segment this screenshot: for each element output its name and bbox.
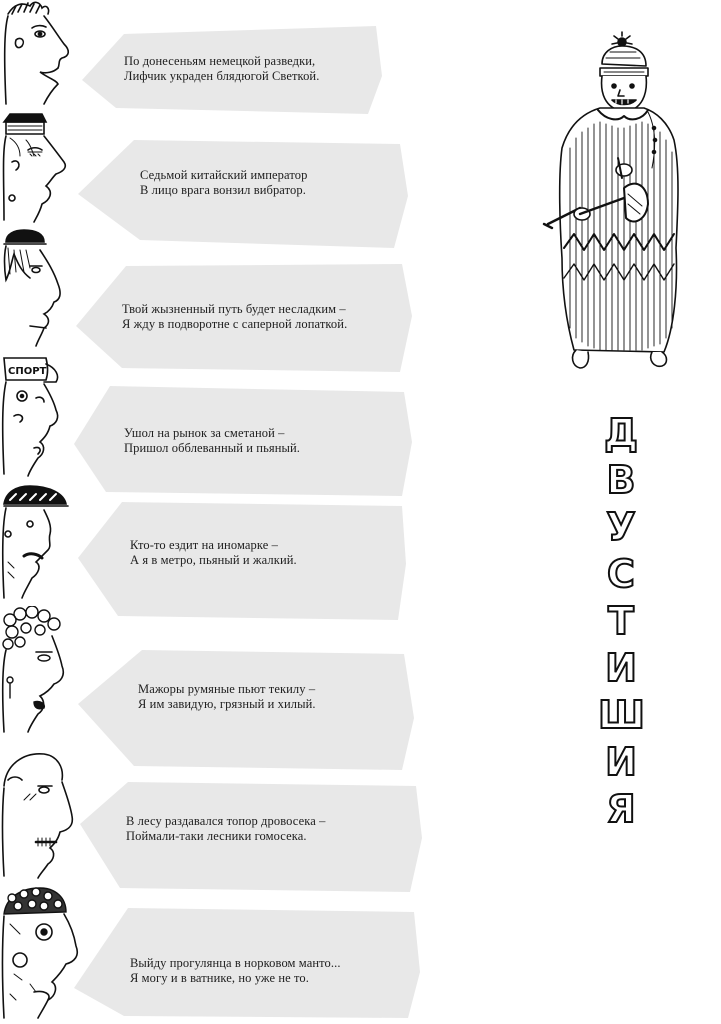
face-5-illustration — [0, 482, 82, 602]
couplet-1-line-1: По донесеньям немецкой разведки, — [124, 54, 316, 68]
face-6-illustration — [0, 606, 82, 736]
title-letter-2: В — [606, 458, 636, 502]
couplet-1-line-2: Лифчик украден блядюгой Светкой. — [124, 69, 320, 83]
couplet-7-line-2: Поймали-таки лесники гомосека. — [126, 829, 307, 843]
face-1-illustration — [0, 0, 82, 110]
title-letter-7: Ш — [598, 693, 645, 737]
couplet-7-line-1: В лесу раздавался топор дровосека – — [126, 814, 326, 828]
couplet-4-line-2: Пришол обблеванный и пьяный. — [124, 441, 301, 455]
title-letter-1: Д — [604, 411, 638, 455]
speech-bubble-3 — [72, 258, 416, 376]
speech-bubble-7 — [76, 778, 426, 896]
couplet-5-line-1: Кто-то ездит на иномарке – — [130, 538, 278, 552]
couplet-4-line-1: Ушол на рынок за сметаной – — [124, 426, 285, 440]
title-letter-6: И — [605, 646, 637, 690]
couplet-5-line-2: А я в метро, пьяный и жалкий. — [130, 553, 297, 567]
couplet-8-line-2: Я могу и в ватнике, но уже не то. — [130, 971, 309, 985]
couplet-2-line-1: Седьмой китайский император — [140, 168, 308, 182]
face-3-illustration — [0, 228, 82, 348]
speech-bubble-2 — [74, 134, 414, 250]
couplet-3-line-2: Я жду в подворотне с саперной лопаткой. — [122, 317, 348, 331]
face-2-illustration — [0, 112, 82, 224]
couplet-3-line-1: Твой жызненный путь будет несладким – — [122, 302, 346, 316]
speech-bubble-6 — [74, 648, 418, 774]
title-letter-9: Я — [606, 787, 636, 831]
speech-bubble-5 — [74, 498, 410, 624]
speech-bubble-1 — [76, 18, 386, 118]
title-letter-5: Т — [608, 599, 634, 643]
couplet-6-line-2: Я им завидую, грязный и хилый. — [138, 697, 316, 711]
couplet-8-line-1: Выйду прогулянца в норковом манто... — [130, 956, 341, 970]
speech-bubble-8 — [70, 902, 424, 1022]
title-letter-3: У — [606, 505, 636, 549]
man-in-fur-coat-illustration — [540, 28, 700, 378]
title-letter-8: И — [605, 740, 637, 784]
couplet-2-line-2: В лицо врага вонзил вибратор. — [140, 183, 306, 197]
title-letter-4: С — [607, 552, 635, 596]
cap-label: СПОРТ — [8, 366, 47, 377]
vertical-title — [598, 410, 644, 833]
face-7-illustration — [0, 750, 82, 880]
couplet-6-line-1: Мажоры румяные пьют текилу – — [138, 682, 316, 696]
speech-bubble-4 — [70, 382, 416, 500]
